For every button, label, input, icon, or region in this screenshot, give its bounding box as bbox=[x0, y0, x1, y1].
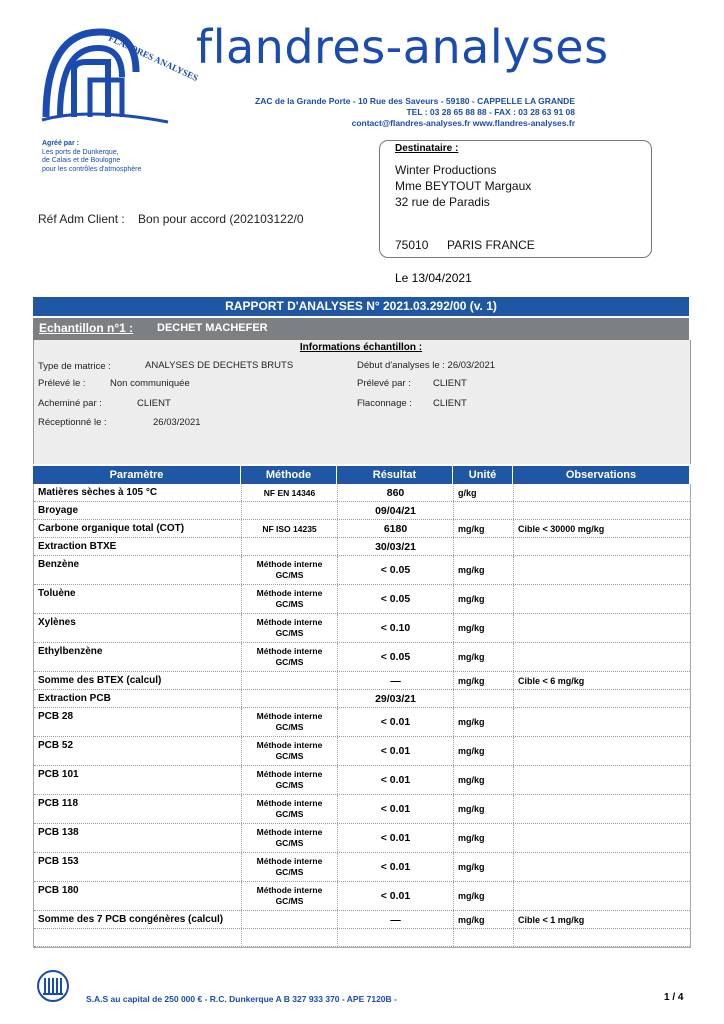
cell-observation bbox=[514, 708, 690, 736]
cell-parameter-text: PCB 101 bbox=[38, 769, 79, 780]
cell-observation-text: Cible < 1 mg/kg bbox=[518, 915, 585, 925]
cell-result-text: < 0.01 bbox=[380, 745, 411, 757]
cell-unit-text: mg/kg bbox=[458, 652, 485, 662]
sampled-date-value: Non communiquée bbox=[110, 378, 190, 389]
cell-unit-text: mg/kg bbox=[458, 862, 485, 872]
cell-method bbox=[242, 795, 338, 823]
cell-unit-text: mg/kg bbox=[458, 676, 485, 686]
cell-result bbox=[338, 824, 454, 852]
cell-result bbox=[338, 690, 454, 707]
cell-observation-text: Cible < 6 mg/kg bbox=[518, 676, 585, 686]
cell-parameter bbox=[34, 614, 242, 642]
cell-method-text: Méthode interne GC/MS bbox=[256, 827, 323, 848]
cell-result bbox=[338, 672, 454, 689]
cell-parameter-text: Somme des 7 PCB congénères (calcul) bbox=[38, 914, 224, 925]
cell-observation-text: Cible < 30000 mg/kg bbox=[518, 524, 605, 534]
table-row bbox=[34, 538, 690, 556]
cell-unit-text: mg/kg bbox=[458, 623, 485, 633]
cell-parameter-text: Broyage bbox=[38, 505, 79, 516]
table-row bbox=[34, 585, 690, 614]
footer-logo-icon bbox=[36, 969, 70, 1003]
cell-unit bbox=[454, 672, 514, 689]
col-header-result: Résultat bbox=[337, 466, 453, 484]
cell-parameter-text: PCB 180 bbox=[38, 885, 79, 896]
cell-unit bbox=[454, 484, 514, 501]
client-reference bbox=[38, 212, 304, 226]
cell-method-text: Méthode interne GC/MS bbox=[256, 856, 323, 877]
cell-result bbox=[338, 520, 454, 537]
contact-line[interactable]: contact@flandres-analyses.fr www.flandres-analyses.fr bbox=[351, 118, 575, 128]
recipient-contact: Mme BEYTOUT Margaux bbox=[395, 179, 532, 193]
cell-unit-text: mg/kg bbox=[458, 717, 485, 727]
cell-parameter bbox=[34, 708, 242, 736]
cell-method bbox=[242, 882, 338, 910]
cell-unit bbox=[454, 614, 514, 642]
col-header-observations: Observations bbox=[565, 469, 637, 481]
table-row bbox=[34, 672, 690, 690]
table-row bbox=[34, 690, 690, 708]
cell-method bbox=[242, 614, 338, 642]
cell-unit-text: mg/kg bbox=[458, 594, 485, 604]
cell-observation bbox=[514, 643, 690, 671]
cell-parameter-text: PCB 153 bbox=[38, 856, 79, 867]
cell-observation bbox=[514, 484, 690, 501]
col-header-unit: Unité bbox=[453, 466, 513, 484]
cell-result bbox=[338, 853, 454, 881]
cell-result bbox=[338, 614, 454, 642]
accreditation-line: de Calais et de Boulogne bbox=[42, 157, 121, 164]
cell-parameter bbox=[34, 737, 242, 765]
report-date: Le 13/04/2021 bbox=[395, 271, 472, 285]
recipient-company: Winter Productions bbox=[395, 163, 497, 177]
table-row bbox=[34, 614, 690, 643]
brand-name: flandres-analyses bbox=[196, 20, 609, 74]
cell-parameter bbox=[34, 484, 242, 501]
cell-result-text: 6180 bbox=[383, 523, 408, 535]
cell-unit bbox=[454, 911, 514, 928]
cell-parameter-text: Carbone organique total (COT) bbox=[38, 523, 185, 534]
bottling-label: Flaconnage : bbox=[357, 398, 412, 409]
cell-result-text: — bbox=[390, 914, 401, 926]
cell-observation bbox=[514, 502, 690, 519]
cell-result bbox=[338, 795, 454, 823]
cell-result-text: < 0.05 bbox=[380, 593, 411, 605]
cell-result-text: < 0.10 bbox=[380, 622, 411, 634]
table-row bbox=[34, 643, 690, 672]
cell-unit-text: g/kg bbox=[458, 488, 477, 498]
cell-observation bbox=[514, 824, 690, 852]
cell-unit bbox=[454, 643, 514, 671]
cell-parameter-text: Extraction PCB bbox=[38, 693, 111, 704]
accreditation-line: pour les contrôles d'atmosphère bbox=[42, 165, 142, 173]
cell-result-text: 30/03/21 bbox=[375, 541, 416, 553]
cell-result-text: 860 bbox=[386, 487, 405, 499]
table-row bbox=[34, 556, 690, 585]
cell-observation bbox=[514, 614, 690, 642]
cell-parameter-text: Matières sèches à 105 °C bbox=[38, 487, 158, 498]
cell-result bbox=[338, 538, 454, 555]
cell-observation bbox=[514, 795, 690, 823]
cell-parameter-text: PCB 28 bbox=[38, 711, 74, 722]
cell-result bbox=[338, 929, 454, 946]
cell-parameter bbox=[34, 882, 242, 910]
cell-result bbox=[338, 911, 454, 928]
cell-parameter bbox=[34, 911, 242, 928]
cell-result-text: < 0.01 bbox=[380, 890, 411, 902]
cell-result bbox=[338, 484, 454, 501]
cell-parameter bbox=[34, 929, 242, 946]
cell-method bbox=[242, 690, 338, 707]
cell-method bbox=[242, 824, 338, 852]
cell-method-text: Méthode interne GC/MS bbox=[256, 559, 323, 580]
cell-unit bbox=[454, 585, 514, 613]
cell-method-text: NF EN 14346 bbox=[263, 488, 316, 498]
cell-method-text: Méthode interne GC/MS bbox=[256, 711, 323, 732]
received-label: Réceptionné le : bbox=[38, 417, 107, 428]
cell-result-text: — bbox=[390, 675, 401, 687]
cell-result bbox=[338, 737, 454, 765]
cell-observation bbox=[514, 853, 690, 881]
cell-unit bbox=[454, 502, 514, 519]
cell-result bbox=[338, 882, 454, 910]
address-line: ZAC de la Grande Porte - 10 Rue des Saveurs - 59180 - CAPPELLE LA GRANDE bbox=[255, 96, 575, 106]
logo-text: FLANDRES ANALYSES bbox=[107, 32, 200, 83]
cell-parameter bbox=[34, 672, 242, 689]
cell-parameter bbox=[34, 502, 242, 519]
cell-result bbox=[338, 766, 454, 794]
phone-line: TEL : 03 28 65 88 88 - FAX : 03 28 63 91 08 bbox=[406, 107, 575, 117]
cell-result-text: 09/04/21 bbox=[375, 505, 416, 517]
sampled-by-value: CLIENT bbox=[433, 378, 467, 389]
recipient-postcode: 75010 bbox=[395, 238, 429, 252]
cell-method bbox=[242, 766, 338, 794]
cell-unit-text: mg/kg bbox=[458, 746, 485, 756]
cell-parameter-text: Xylènes bbox=[38, 617, 76, 628]
cell-result bbox=[338, 643, 454, 671]
cell-method-text: Méthode interne GC/MS bbox=[256, 740, 323, 761]
accreditation-note bbox=[42, 140, 141, 174]
accreditation-title: Agréé par : bbox=[42, 140, 79, 147]
matrix-value: ANALYSES DE DECHETS BRUTS bbox=[145, 360, 294, 371]
cell-parameter bbox=[34, 585, 242, 613]
table-row bbox=[34, 824, 690, 853]
cell-result-text: < 0.01 bbox=[380, 861, 411, 873]
matrix-label: Type de matrice : bbox=[38, 361, 111, 372]
table-row bbox=[34, 911, 690, 929]
cell-method-text: Méthode interne GC/MS bbox=[256, 885, 323, 906]
cell-method bbox=[242, 672, 338, 689]
cell-unit bbox=[454, 766, 514, 794]
cell-unit bbox=[454, 708, 514, 736]
cell-parameter bbox=[34, 643, 242, 671]
company-logo bbox=[38, 22, 200, 127]
cell-unit-text: mg/kg bbox=[458, 524, 485, 534]
cell-parameter-text: PCB 118 bbox=[38, 798, 79, 809]
cell-unit-text: mg/kg bbox=[458, 804, 485, 814]
cell-result-text: < 0.05 bbox=[380, 564, 411, 576]
table-row bbox=[34, 882, 690, 911]
received-value: 26/03/2021 bbox=[153, 417, 201, 428]
cell-method bbox=[242, 585, 338, 613]
table-row bbox=[34, 484, 690, 502]
client-reference-value: Bon pour accord (202103122/0 bbox=[138, 212, 304, 226]
recipient-city: PARIS FRANCE bbox=[447, 238, 535, 252]
cell-method-text: Méthode interne GC/MS bbox=[256, 646, 323, 667]
table-row bbox=[34, 795, 690, 824]
cell-method bbox=[242, 484, 338, 501]
recipient-street: 32 rue de Paradis bbox=[395, 195, 490, 209]
cell-method-text: Méthode interne GC/MS bbox=[256, 588, 323, 609]
cell-method-text: Méthode interne GC/MS bbox=[256, 617, 323, 638]
table-row bbox=[34, 708, 690, 737]
cell-unit bbox=[454, 795, 514, 823]
cell-observation bbox=[514, 672, 690, 689]
cell-method bbox=[242, 538, 338, 555]
cell-unit-text: mg/kg bbox=[458, 833, 485, 843]
cell-parameter bbox=[34, 556, 242, 584]
sample-info-title: Informations échantillon : bbox=[299, 342, 423, 353]
cell-unit bbox=[454, 538, 514, 555]
cell-result-text: < 0.01 bbox=[380, 832, 411, 844]
cell-observation bbox=[514, 585, 690, 613]
cell-unit bbox=[454, 929, 514, 946]
bottling-value: CLIENT bbox=[433, 398, 467, 409]
cell-method bbox=[242, 911, 338, 928]
routed-by-value: CLIENT bbox=[137, 398, 171, 409]
col-header-parameter: Paramètre bbox=[33, 466, 241, 484]
cell-result bbox=[338, 556, 454, 584]
table-row bbox=[34, 737, 690, 766]
cell-result-text: < 0.05 bbox=[380, 651, 411, 663]
accreditation-line: Les ports de Dunkerque, bbox=[42, 148, 119, 156]
sample-name: DECHET MACHEFER bbox=[157, 322, 268, 334]
cell-method bbox=[242, 853, 338, 881]
cell-method bbox=[242, 502, 338, 519]
cell-parameter-text: Somme des BTEX (calcul) bbox=[38, 675, 162, 686]
cell-method-text: Méthode interne GC/MS bbox=[256, 798, 323, 819]
cell-unit-text: mg/kg bbox=[458, 915, 485, 925]
cell-parameter-text: Extraction BTXE bbox=[38, 541, 117, 552]
cell-method bbox=[242, 556, 338, 584]
cell-observation bbox=[514, 538, 690, 555]
cell-observation bbox=[514, 929, 690, 946]
table-row bbox=[34, 929, 690, 947]
cell-parameter bbox=[34, 520, 242, 537]
sample-header bbox=[33, 318, 689, 340]
cell-method bbox=[242, 737, 338, 765]
cell-result bbox=[338, 502, 454, 519]
cell-unit bbox=[454, 690, 514, 707]
analysis-start: Début d'analyses le : 26/03/2021 bbox=[357, 360, 496, 371]
cell-result bbox=[338, 708, 454, 736]
cell-parameter bbox=[34, 795, 242, 823]
footer-legal: S.A.S au capital de 250 000 € - R.C. Dunkerque A B 327 933 370 - APE 7120B - bbox=[86, 994, 397, 1004]
cell-parameter bbox=[34, 766, 242, 794]
cell-method bbox=[242, 929, 338, 946]
cell-parameter bbox=[34, 824, 242, 852]
cell-unit-text: mg/kg bbox=[458, 891, 485, 901]
cell-observation bbox=[514, 556, 690, 584]
cell-observation bbox=[514, 882, 690, 910]
cell-parameter-text: PCB 52 bbox=[38, 740, 74, 751]
sampled-date-label: Prélevé le : bbox=[38, 378, 86, 389]
cell-unit bbox=[454, 882, 514, 910]
cell-observation bbox=[514, 911, 690, 928]
cell-unit bbox=[454, 737, 514, 765]
results-table-header bbox=[33, 466, 689, 484]
table-row bbox=[34, 502, 690, 520]
report-title: RAPPORT D'ANALYSES N° 2021.03.292/00 (v. 1) bbox=[33, 297, 689, 316]
sample-label: Echantillon n°1 : bbox=[39, 321, 134, 335]
cell-observation bbox=[514, 520, 690, 537]
cell-observation bbox=[514, 766, 690, 794]
cell-result-text: < 0.01 bbox=[380, 803, 411, 815]
cell-method-text: Méthode interne GC/MS bbox=[256, 769, 323, 790]
cell-unit bbox=[454, 556, 514, 584]
cell-parameter-text: Ethylbenzène bbox=[38, 646, 103, 657]
cell-parameter-text: PCB 138 bbox=[38, 827, 79, 838]
cell-result bbox=[338, 585, 454, 613]
table-row bbox=[34, 766, 690, 795]
cell-method-text: NF ISO 14235 bbox=[262, 524, 317, 534]
cell-unit-text: mg/kg bbox=[458, 775, 485, 785]
cell-method bbox=[242, 708, 338, 736]
cell-result-text: 29/03/21 bbox=[375, 693, 416, 705]
cell-result-text: < 0.01 bbox=[380, 716, 411, 728]
cell-unit bbox=[454, 520, 514, 537]
cell-observation bbox=[514, 737, 690, 765]
page-number: 1 / 4 bbox=[664, 992, 684, 1003]
cell-unit bbox=[454, 853, 514, 881]
cell-unit-text: mg/kg bbox=[458, 565, 485, 575]
sampled-by-label: Prélevé par : bbox=[357, 378, 411, 389]
cell-observation bbox=[514, 690, 690, 707]
cell-parameter-text: Toluène bbox=[38, 588, 76, 599]
cell-method bbox=[242, 520, 338, 537]
results-table-body bbox=[33, 484, 691, 948]
cell-method bbox=[242, 643, 338, 671]
routed-by-label: Acheminé par : bbox=[38, 398, 102, 409]
cell-parameter-text: Benzène bbox=[38, 559, 80, 570]
cell-unit bbox=[454, 824, 514, 852]
cell-result-text: < 0.01 bbox=[380, 774, 411, 786]
cell-parameter bbox=[34, 853, 242, 881]
table-row bbox=[34, 853, 690, 882]
table-row bbox=[34, 520, 690, 538]
col-header-method: Méthode bbox=[241, 466, 337, 484]
client-reference-label: Réf Adm Client : bbox=[38, 212, 125, 226]
cell-parameter bbox=[34, 690, 242, 707]
recipient-title: Destinataire : bbox=[395, 143, 459, 154]
cell-parameter bbox=[34, 538, 242, 555]
